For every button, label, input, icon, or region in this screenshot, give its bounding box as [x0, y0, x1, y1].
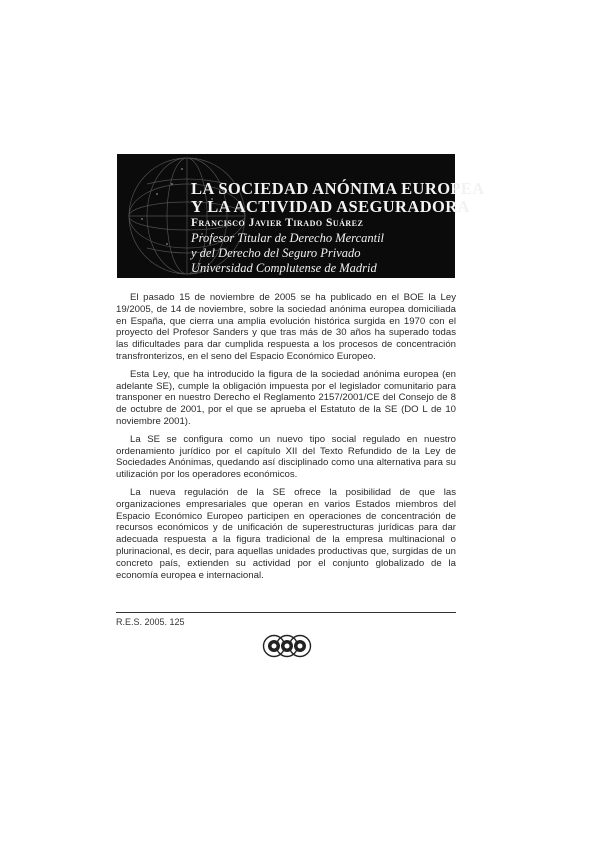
author-affiliation-2: y del Derecho del Seguro Privado	[191, 246, 361, 260]
body-paragraph-3: La SE se configura como un nuevo tipo social regulado en nuestro ordenamiento jurídico por el capítulo XII del Texto Refundido de la Ley de Sociedades Anónimas, quedando así disciplinado como una alternativa para su utilización por los operadores económicos.	[116, 433, 456, 481]
article-heading-block	[191, 179, 485, 276]
author-affiliation-1: Profesor Titular de Derecho Mercantil	[191, 231, 385, 245]
publisher-seal-icon	[261, 633, 313, 659]
body-paragraph-1: El pasado 15 de noviembre de 2005 se ha publicado en el BOE la Ley 19/2005, de 14 de noviembre, sobre la sociedad anónima europea domiciliada en España, que cierra una amplia evolución histórica surgida en 1970 con el proyecto del Profesor Sanders y que tras más de 30 años ha superado todas las dificultades para dar cumplida respuesta a los procesos de concentración transfronterizos, en el seno del Espacio Económico Europeo.	[116, 292, 456, 362]
author-affiliation-3: Universidad Complutense de Madrid	[191, 261, 377, 275]
journal-reference: R.E.S. 2005. 125	[116, 617, 185, 627]
body-paragraph-4: La nueva regulación de la SE ofrece la posibilidad de que las organizaciones empresariales que operan en varios Estados miembros del Espacio Económico Europeo participen en operaciones de concentración de recursos económicos y de unificación de superestructuras jurídicas para dar adecuada respuesta a la figura tradicional de la empresa multinacional o plurinacional, es decir, para aquellas unidades productivas que, surgidas de un concreto país, extienden su actividad por el conjunto globalizado de la economía europea e internacional.	[116, 486, 456, 581]
article-header-banner	[117, 154, 485, 278]
body-paragraph-2: Esta Ley, que ha introducido la figura de la sociedad anónima europea (en adelante SE), cumple la obligación impuesta por el legislador comunitario para transponer en nuestro Derecho el Reglamento 2157/2001/CE del Consejo de 8 de octubre de 2001, por el que se aprueba el Estatuto de la SE (DO L de 10 noviembre 2001).	[116, 368, 456, 427]
footer-divider	[116, 612, 456, 613]
author-name: Francisco Javier Tirado Suárez	[191, 217, 364, 229]
article-title-line-1: LA SOCIEDAD ANÓNIMA EUROPEA	[191, 179, 485, 198]
article-body	[116, 292, 456, 587]
article-title-line-2: Y LA ACTIVIDAD ASEGURADORA	[191, 197, 470, 216]
